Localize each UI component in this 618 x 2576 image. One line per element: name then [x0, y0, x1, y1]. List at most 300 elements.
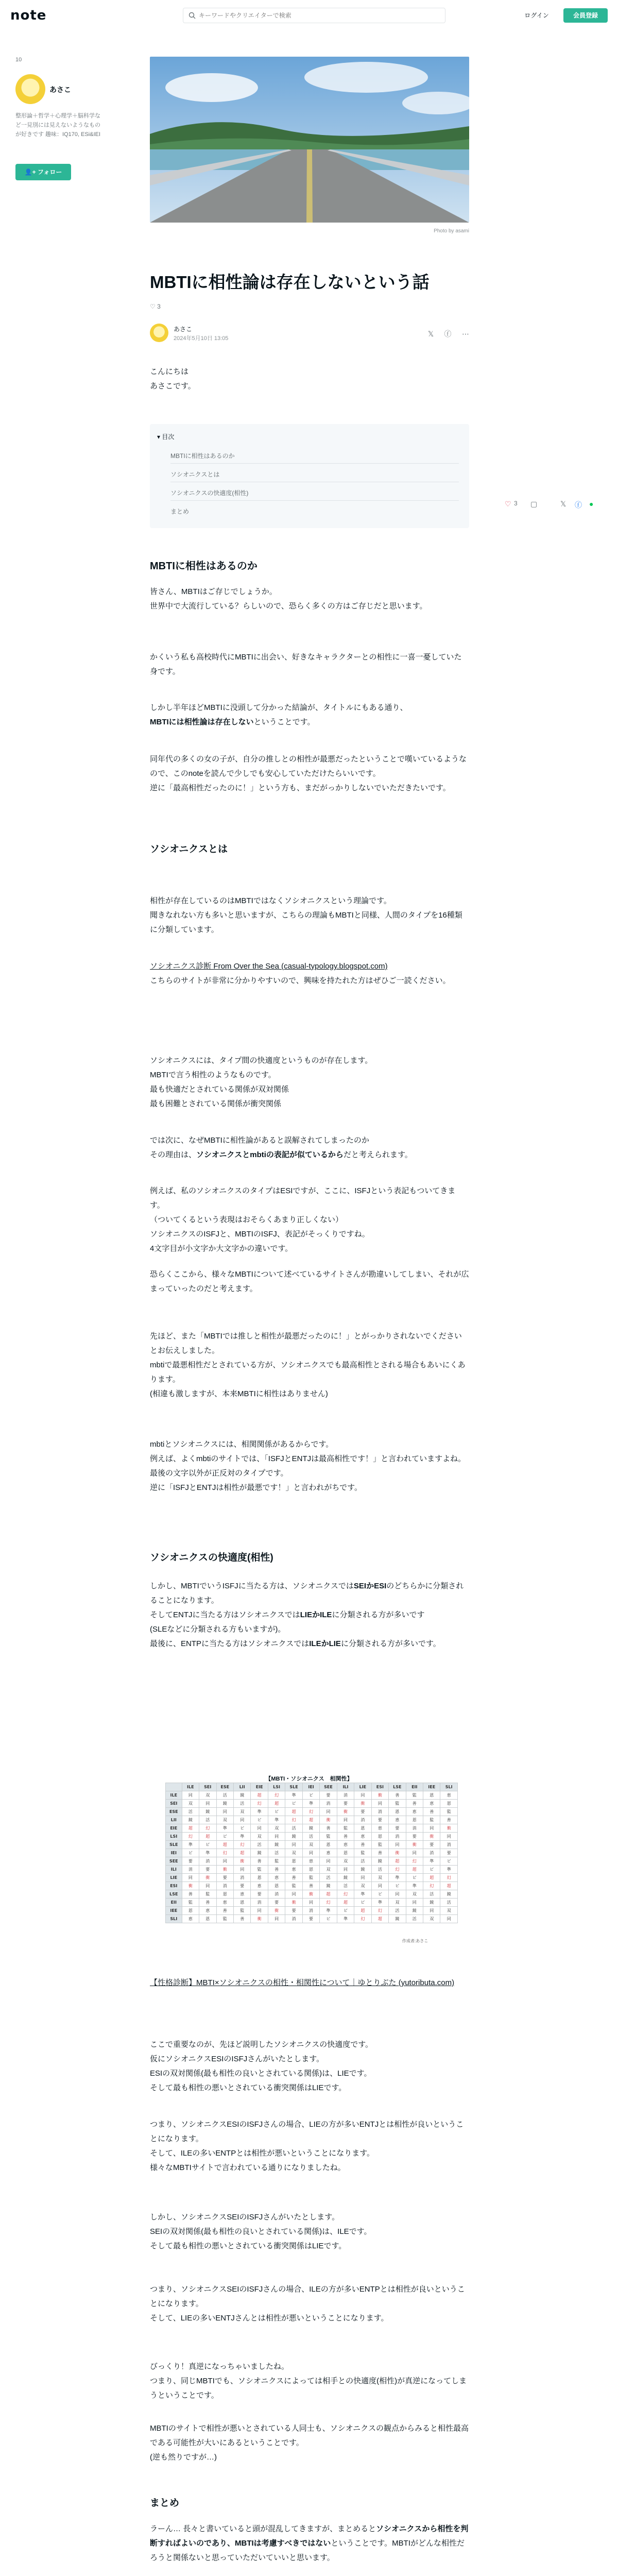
table-cell: ビ: [389, 1882, 406, 1890]
table-cell: 幻: [371, 1907, 388, 1915]
x-share-icon[interactable]: 𝕏: [427, 330, 434, 338]
table-cell: 恵: [268, 1874, 285, 1882]
table-header-cell: LSI: [268, 1783, 285, 1791]
table-row: [166, 1791, 458, 1800]
table-row-header: LSI: [166, 1833, 182, 1841]
table-cell: 監: [302, 1874, 319, 1882]
table-cell: 監: [440, 1808, 458, 1816]
table-row: [166, 1915, 458, 1923]
table-header-cell: LSE: [389, 1783, 406, 1791]
table-cell: 超: [389, 1857, 406, 1866]
table-cell: 衝: [440, 1824, 458, 1833]
hero-image: [150, 57, 469, 223]
table-row: [166, 1899, 458, 1907]
paragraph: [150, 1329, 469, 1401]
table-cell: 準: [389, 1874, 406, 1882]
text-line: 恐らくここから、様々なMBTIについて述べているサイトさんが勘違いしてしまい、それが広まっていったのだと考えます。: [150, 1270, 469, 1293]
table-cell: 恵: [182, 1915, 199, 1923]
text-line: つまり、ソシオニクスESIのISFJさんの場合、LIEの方が多いENTJとは相性が良いということになります。: [150, 2120, 464, 2143]
table-cell: 鏡: [268, 1841, 285, 1849]
creator-name[interactable]: あさこ: [49, 86, 71, 94]
table-cell: 鏡: [302, 1824, 319, 1833]
table-cell: 活: [216, 1791, 234, 1800]
table-cell: 要: [251, 1890, 268, 1899]
table-cell: 双: [285, 1849, 303, 1857]
table-cell: 双: [337, 1857, 354, 1866]
table-cell: 監: [354, 1849, 371, 1857]
table-cell: 恵: [406, 1808, 423, 1816]
toc-item[interactable]: ソシオニクスの快適度(相性): [170, 489, 249, 497]
toc-divider: [170, 500, 459, 501]
text-span: 最後に、ENTPに当たる方はソシオニクスでは: [150, 1639, 310, 1648]
table-cell: 鏡: [354, 1866, 371, 1874]
text-span: LIEかILE: [300, 1611, 332, 1619]
table-header-cell: SLE: [285, 1783, 303, 1791]
text-line: MBTIのサイトで相性が悪いとされている人同士も、ソシオニクスの観点からみると相性最高である可能性が大いにあるということです。: [150, 2424, 469, 2447]
table-header-cell: IEE: [423, 1783, 440, 1791]
toc-item[interactable]: MBTIに相性はあるのか: [170, 452, 235, 460]
text-line: (逆も然りですが…): [150, 2453, 217, 2462]
table-cell: ビ: [354, 1899, 371, 1907]
table-cell: ビ: [423, 1866, 440, 1874]
table-cell: 恩: [302, 1866, 319, 1874]
table-header-cell: ILE: [182, 1783, 199, 1791]
table-cell: 衝: [354, 1800, 371, 1808]
table-cell: 監: [423, 1816, 440, 1824]
table-cell: 要: [268, 1899, 285, 1907]
table-cell: 衝: [234, 1857, 251, 1866]
table-cell: 要: [216, 1874, 234, 1882]
heart-icon: ♡: [150, 303, 158, 310]
table-cell: 消: [285, 1915, 303, 1923]
table-cell: 超: [216, 1841, 234, 1849]
table-row-header: ILI: [166, 1866, 182, 1874]
table-cell: 鏡: [440, 1890, 458, 1899]
table-cell: 善: [337, 1833, 354, 1841]
table-cell: 準: [371, 1899, 388, 1907]
float-comment-icon[interactable]: ▢: [530, 500, 538, 508]
table-cell: 活: [389, 1907, 406, 1915]
table-cell: 活: [406, 1915, 423, 1923]
table-cell: 双: [182, 1800, 199, 1808]
table-cell: 恩: [423, 1791, 440, 1800]
table-cell: 恵: [320, 1849, 337, 1857]
table-cell: 要: [302, 1915, 319, 1923]
login-button[interactable]: ログイン: [524, 12, 549, 19]
table-cell: 要: [371, 1816, 388, 1824]
table-cell: 活: [268, 1849, 285, 1857]
float-facebook-icon[interactable]: ⓕ: [575, 501, 582, 509]
table-header-cell: ILI: [337, 1783, 354, 1791]
table-cell: 幻: [354, 1915, 371, 1923]
text-line: 仮にソシオニクスESIのISFJさんがいたとします。: [150, 2055, 324, 2063]
table-row: [166, 1800, 458, 1808]
text-span: のどちらかに分類されることになります。: [150, 1582, 464, 1605]
note-logo[interactable]: note: [10, 8, 47, 23]
facebook-share-icon[interactable]: ⓕ: [444, 330, 452, 338]
table-cell: 幻: [320, 1899, 337, 1907]
table-cell: 消: [182, 1866, 199, 1874]
table-cell: 同: [285, 1890, 303, 1899]
creator-bio: 整形論＋哲学＋心理学＋脳科学など一見別には見えないようなものが好きです 趣味：IQ170, ESi&IEI: [15, 113, 101, 138]
table-cell: 同: [182, 1791, 199, 1800]
table-cell: 消: [302, 1907, 319, 1915]
table-row-header: ESI: [166, 1882, 182, 1890]
text-span: SEIかESI: [353, 1582, 387, 1590]
table-cell: 恩: [406, 1816, 423, 1824]
table-cell: 善: [423, 1808, 440, 1816]
section-heading: ソシオニクスの快適度(相性): [150, 1552, 273, 1563]
text-span: ソシオニクスとmbtiの表記が似ているから: [196, 1150, 344, 1159]
table-cell: 準: [440, 1866, 458, 1874]
table-cell: 同: [182, 1874, 199, 1882]
table-cell: 衝: [302, 1890, 319, 1899]
table-cell: 活: [234, 1800, 251, 1808]
table-cell: 同: [320, 1808, 337, 1816]
table-cell: 衝: [389, 1849, 406, 1857]
paragraph: [150, 2360, 469, 2403]
table-cell: 消: [371, 1808, 388, 1816]
table-cell: 幻: [234, 1841, 251, 1849]
greeting-line: こんにちは: [150, 367, 189, 376]
table-cell: ビ: [234, 1824, 251, 1833]
table-cell: 衝: [320, 1816, 337, 1824]
section-heading: MBTIに相性はあるのか: [150, 561, 258, 572]
table-cell: 同: [423, 1907, 440, 1915]
toc-item[interactable]: まとめ: [170, 508, 190, 515]
table-cell: 恩: [337, 1849, 354, 1857]
table-cell: 善: [216, 1907, 234, 1915]
table-row-header: SLE: [166, 1841, 182, 1849]
table-row-header: LII: [166, 1816, 182, 1824]
table-cell: 超: [406, 1866, 423, 1874]
table-row-header: IEE: [166, 1907, 182, 1915]
text-line: 皆さん、MBTIはご存じでしょうか。: [150, 587, 277, 596]
table-cell: 双: [389, 1899, 406, 1907]
table-cell: 超: [371, 1915, 388, 1923]
table-cell: 恵: [234, 1890, 251, 1899]
table-header-cell: [166, 1783, 182, 1791]
text-line: そして最も相性の悪いとされている衝突関係はLIEです。: [150, 2083, 347, 2092]
text-line: 世界中で大流行している？らしいので、恐らく多くの方はご存じだと思います。: [150, 602, 427, 611]
table-cell: 要: [337, 1800, 354, 1808]
table-cell: 鏡: [406, 1907, 423, 1915]
table-cell: 同: [285, 1841, 303, 1849]
table-cell: 鏡: [251, 1849, 268, 1857]
text-span: その理由は、: [150, 1150, 197, 1159]
paragraph: [150, 2038, 469, 2095]
table-cell: 同: [302, 1849, 319, 1857]
table-cell: 準: [234, 1833, 251, 1841]
table-cell: 超: [234, 1849, 251, 1857]
table-cell: 準: [268, 1816, 285, 1824]
title-like[interactable]: [150, 303, 161, 310]
table-cell: 同: [234, 1866, 251, 1874]
table-cell: ビ: [302, 1791, 319, 1800]
text-line: mbtiで最悪相性だとされている方が、ソシオニクスでも最高相性とされる場合もあいにくあります。: [150, 1361, 466, 1384]
table-cell: 鏡: [371, 1857, 388, 1866]
table-cell: 同: [354, 1874, 371, 1882]
table-row: [166, 1833, 458, 1841]
table-cell: 監: [268, 1857, 285, 1866]
table-cell: ビ: [440, 1857, 458, 1866]
table-cell: 同: [268, 1915, 285, 1923]
table-row-header: ESE: [166, 1808, 182, 1816]
table-cell: 幻: [268, 1791, 285, 1800]
socionics-link[interactable]: ソシオニクス診断 From Over the Sea (casual-typology.blogspot.com): [150, 962, 388, 971]
text-span: に分類される方が多いです。: [340, 1639, 441, 1648]
table-cell: ビ: [199, 1841, 216, 1849]
text-line: (相違も激しますが、本来MBTIに相性はありません): [150, 1389, 328, 1398]
table-cell: 要: [406, 1833, 423, 1841]
table-cell: 同: [371, 1800, 388, 1808]
table-cell: 監: [285, 1882, 303, 1890]
table-row-header: EIE: [166, 1824, 182, 1833]
table-cell: 同: [440, 1915, 458, 1923]
text-line: こちらのサイトが非常に分かりやすいので、興味を持たれた方はぜひご一読ください。: [150, 976, 451, 985]
table-header-cell: IEI: [302, 1783, 319, 1791]
table-cell: 準: [406, 1882, 423, 1890]
table-cell: 恩: [199, 1915, 216, 1923]
table-cell: 鏡: [216, 1800, 234, 1808]
table-cell: 双: [302, 1841, 319, 1849]
table-header-cell: ESE: [216, 1783, 234, 1791]
text-span: に分類される方が多いです: [332, 1611, 425, 1619]
table-row: [166, 1841, 458, 1849]
compatibility-table: [165, 1783, 458, 1923]
table-cell: ビ: [371, 1890, 388, 1899]
text-line: （ついてくるという表現はおそらくあまり正しくない）: [150, 1215, 344, 1224]
table-cell: 恵: [285, 1866, 303, 1874]
table-cell: 監: [251, 1866, 268, 1874]
table-cell: 同: [440, 1833, 458, 1841]
table-cell: 監: [389, 1800, 406, 1808]
table-cell: 超: [285, 1808, 303, 1816]
table-cell: 鏡: [182, 1816, 199, 1824]
table-cell: 善: [285, 1874, 303, 1882]
text-line: ESIの双対関係(最も相性の良いとされている関係)は、LIEです。: [150, 2069, 372, 2078]
greeting: [150, 365, 469, 394]
photo-credit[interactable]: Photo by asami: [434, 228, 469, 234]
table-cell: 準: [216, 1824, 234, 1833]
toc-toggle[interactable]: ▾ 目次: [157, 433, 175, 440]
table-cell: 消: [234, 1874, 251, 1882]
table-cell: 超: [423, 1874, 440, 1882]
compatibility-table-image: [160, 1773, 458, 1946]
table-cell: 双: [423, 1915, 440, 1923]
section-heading: まとめ: [150, 2498, 180, 2509]
table-header-cell: EII: [406, 1783, 423, 1791]
table-cell: 善: [354, 1841, 371, 1849]
text-line: 同年代の多くの女の子が、自分の推しとの相性が最悪だったということで嘆いているようなので、このnoteを読んで少しでも安心していただけたらいいです。: [150, 755, 467, 778]
table-row-header: SEI: [166, 1800, 182, 1808]
text-span: だと考えられます。: [343, 1150, 413, 1159]
table-cell: 活: [182, 1808, 199, 1816]
text-line: そして、LIEの多いENTJさんとは相性が悪いということになります。: [150, 2314, 389, 2323]
table-cell: 衝: [251, 1915, 268, 1923]
table-note: 作成者:あさこ: [402, 1939, 428, 1943]
table-cell: 同: [406, 1849, 423, 1857]
table-cell: 衝: [182, 1882, 199, 1890]
paragraph: [150, 650, 469, 679]
table-row: [166, 1824, 458, 1833]
text-span: ということです。MBTIがどんな相性だろうと関係ないと思っていただいていいと思います。: [150, 2539, 465, 2562]
table-cell: 活: [302, 1833, 319, 1841]
paragraph: [150, 1054, 469, 1111]
table-cell: 善: [302, 1882, 319, 1890]
table-cell: 準: [354, 1890, 371, 1899]
author-name[interactable]: あさこ: [174, 326, 193, 333]
text-line: ソシオニクスには、タイプ間の快適度というものが存在します。: [150, 1056, 373, 1065]
follow-button[interactable]: [15, 164, 71, 180]
text-line: 例えば、私のソシオニクスのタイプはESIですが、ここに、ISFJという表記もついてきます。: [150, 1187, 456, 1210]
table-cell: 恵: [423, 1800, 440, 1808]
table-cell: 幻: [216, 1849, 234, 1857]
toc-item[interactable]: ソシオニクスとは: [170, 471, 220, 478]
text-line: つまり、ソシオニクスSEIのISFJさんの場合、ILEの方が多いENTPとは相性が良いということになります。: [150, 2285, 465, 2308]
toc-label: 目次: [162, 433, 175, 440]
table-cell: 衝: [268, 1907, 285, 1915]
table-cell: 同: [320, 1857, 337, 1866]
table-cell: 双: [199, 1791, 216, 1800]
text-line: ここで重要なのが、先ほど説明したソシオニクスの快適度です。: [150, 2040, 373, 2049]
like-count: 3: [157, 303, 161, 310]
table-cell: 消: [406, 1824, 423, 1833]
table-row: [166, 1874, 458, 1882]
table-cell: 要: [320, 1791, 337, 1800]
text-line: mbtiとソシオニクスには、相関関係があるからです。: [150, 1440, 334, 1449]
text-span: ラーん… 長々と書いていると頭が混乱してきますが、まとめると: [150, 2524, 376, 2533]
table-cell: 要: [199, 1866, 216, 1874]
share-icons: [420, 329, 469, 339]
floating-actions: [505, 500, 618, 512]
table-cell: 準: [337, 1915, 354, 1923]
table-cell: 同: [199, 1882, 216, 1890]
yutoributa-link[interactable]: 【性格診断】MBTI×ソシオニクスの相性・相関性について｜ゆとりぶた (yutoributa.com): [150, 1978, 455, 1987]
more-share-icon[interactable]: ⋯: [462, 330, 469, 338]
table-cell: 同: [216, 1808, 234, 1816]
table-cell: 恩: [268, 1882, 285, 1890]
publish-date: 2024年5月10日 13:05: [174, 335, 229, 342]
text-line: 逆に「ISFJとENTJは相性が最悪です！」と言われがちです。: [150, 1483, 362, 1492]
text-span: ソシオニクスから相性を判断すればよいのであり、MBTIは考慮すべきではない: [150, 2524, 469, 2548]
paragraph: [150, 1267, 469, 1296]
table-cell: ビ: [268, 1808, 285, 1816]
table-cell: 同: [423, 1824, 440, 1833]
table-cell: 双: [320, 1866, 337, 1874]
table-row: [166, 1866, 458, 1874]
table-cell: 監: [234, 1907, 251, 1915]
table-cell: 活: [337, 1882, 354, 1890]
float-x-icon[interactable]: 𝕏: [560, 500, 566, 508]
search-box[interactable]: [183, 8, 445, 23]
author-avatar[interactable]: [150, 324, 168, 342]
table-header-cell: EIE: [251, 1783, 268, 1791]
table-cell: 恵: [389, 1816, 406, 1824]
table-cell: 同: [337, 1866, 354, 1874]
table-cell: 善: [199, 1899, 216, 1907]
table-cell: 幻: [199, 1824, 216, 1833]
table-cell: 善: [389, 1791, 406, 1800]
table-cell: 恩: [320, 1841, 337, 1849]
creator-avatar[interactable]: [15, 74, 45, 104]
table-cell: 善: [182, 1890, 199, 1899]
table-cell: 消: [389, 1833, 406, 1841]
table-cell: 恩: [216, 1890, 234, 1899]
table-cell: 双: [268, 1824, 285, 1833]
table-cell: 準: [423, 1857, 440, 1866]
text-line: そして、ILEの多いENTPとは相性が悪いということになります。: [150, 2149, 375, 2158]
table-cell: 同: [268, 1833, 285, 1841]
table-cell: 幻: [389, 1866, 406, 1874]
table-cell: ビ: [216, 1833, 234, 1841]
text-line: そして最も相性の悪いとされている衝突関係はLIEです。: [150, 2242, 347, 2250]
table-row: [166, 1882, 458, 1890]
search-input[interactable]: [199, 11, 436, 20]
table-cell: 活: [423, 1890, 440, 1899]
text-line: (SLEなどに分類される方もいますが)。: [150, 1625, 286, 1634]
text-span: しかし、MBTIでいうISFJに当たる方は、ソシオニクスでは: [150, 1582, 354, 1590]
table-cell: 要: [182, 1857, 199, 1866]
text-line: かくいう私も高校時代にMBTIに出会い、好きなキャラクターとの相性に一喜一憂していた身です。: [150, 653, 462, 676]
paragraph: [150, 2421, 469, 2465]
table-title: 【MBTI・ソシオニクス 相関性】: [265, 1776, 353, 1782]
table-cell: 衝: [371, 1791, 388, 1800]
float-line-icon[interactable]: ●: [589, 500, 594, 508]
table-cell: 監: [216, 1915, 234, 1923]
table-cell: 恩: [251, 1874, 268, 1882]
table-cell: 鏡: [234, 1791, 251, 1800]
table-cell: 双: [234, 1808, 251, 1816]
text-line: 逆に「最高相性だったのに！」という方も、まだがっかりしないでいただきたいです。: [150, 784, 451, 792]
table-cell: 準: [285, 1791, 303, 1800]
float-heart-icon[interactable]: ♡: [505, 500, 511, 508]
paragraph: [150, 585, 469, 614]
table-header-cell: SEE: [320, 1783, 337, 1791]
table-cell: 消: [199, 1857, 216, 1866]
paragraph: [150, 2522, 469, 2565]
table-cell: 双: [354, 1882, 371, 1890]
table-cell: 衝: [285, 1899, 303, 1907]
table-cell: 双: [216, 1816, 234, 1824]
table-cell: 要: [440, 1849, 458, 1857]
paragraph: [150, 1976, 469, 1990]
text-line: びっくり！真逆になっちゃいましたね。: [150, 2362, 289, 2371]
table-header-cell: LII: [234, 1783, 251, 1791]
author-row: [150, 324, 469, 344]
table-cell: 幻: [182, 1833, 199, 1841]
greeting-line: あさこです。: [150, 382, 196, 391]
table-row-header: IEI: [166, 1849, 182, 1857]
text-span: しかし半年ほどMBTIに没頭して分かった結論が、タイトルにもある通り、: [150, 703, 408, 712]
table-cell: 超: [440, 1882, 458, 1890]
table-cell: 活: [285, 1824, 303, 1833]
text-line: MBTIで言う相性のようなものです。: [150, 1071, 276, 1079]
bridge-photo: [150, 57, 469, 223]
table-row-header: SEE: [166, 1857, 182, 1866]
global-header: [0, 0, 618, 30]
signup-button[interactable]: 会員登録: [563, 8, 608, 23]
table-cell: 活: [320, 1874, 337, 1882]
table-cell: 善: [320, 1824, 337, 1833]
text-line: 例えば、よくmbtiのサイトでは、「ISFJとENTJは最高相性です！」と言われていますよね。最後の文字以外が正反対のタイプです。: [150, 1454, 466, 1478]
table-cell: 超: [302, 1816, 319, 1824]
text-line: では次に、なぜMBTIに相性論があると誤解されてしまったのか: [150, 1136, 369, 1145]
table-cell: 恩: [285, 1857, 303, 1866]
table-cell: 準: [302, 1800, 319, 1808]
table-cell: 鏡: [423, 1899, 440, 1907]
paragraph: [150, 2282, 469, 2326]
